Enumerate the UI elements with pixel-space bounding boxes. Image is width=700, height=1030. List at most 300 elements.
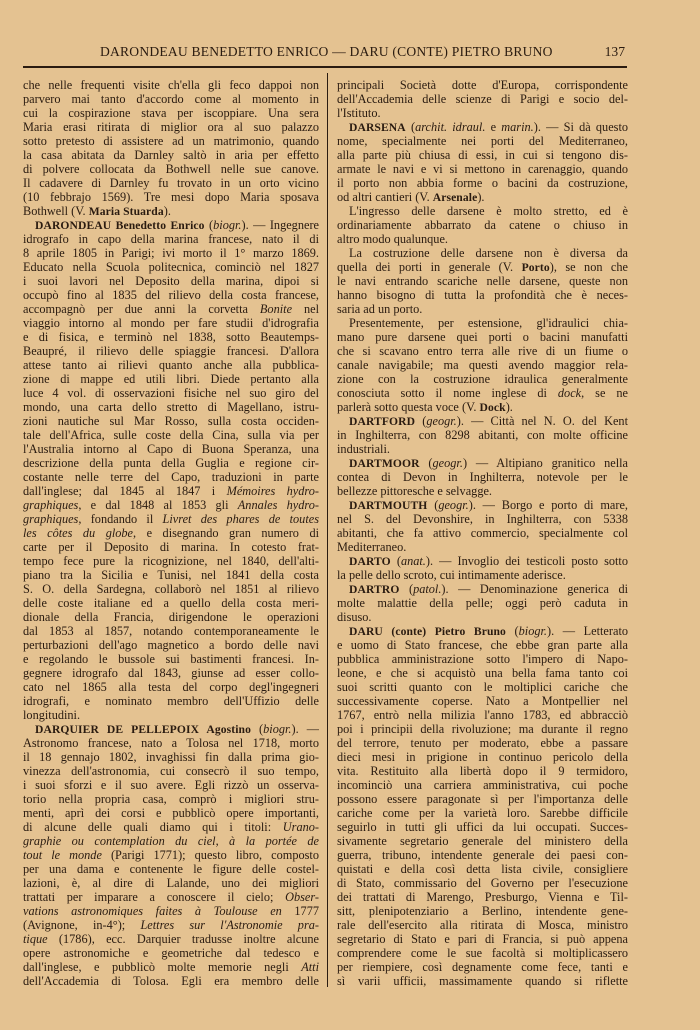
- text-run: i suoi sforzi e il suo avere. Egli rizzò un osserva-: [23, 778, 319, 792]
- text-run: il porto non abbia forme o bacini da costruzione,: [337, 176, 628, 190]
- text-line: [23, 596, 319, 610]
- text-line: [337, 428, 628, 442]
- italic-text: marin.: [501, 120, 534, 134]
- text-line: [337, 414, 628, 428]
- entry-headword: Dock: [479, 401, 506, 414]
- italic-text: geogr.: [438, 498, 469, 512]
- text-run: attese tanto ai rilievi quanto anche alla pubblica-: [23, 358, 319, 372]
- text-run: cato nel 1865 alla testa del corpo degl'ingegneri: [23, 680, 319, 694]
- text-run: rale dell'esercito alla ritirata di Mosca, ministro: [337, 918, 628, 932]
- text-run: ). — Letterato: [547, 624, 628, 638]
- text-run: suoi scritti quanto con le moltiplici cariche che: [337, 680, 628, 694]
- text-run: Educato nella Scuola politecnica, cominciò nel 1827: [23, 260, 319, 274]
- text-line: [23, 78, 319, 92]
- text-line: [23, 190, 319, 204]
- italic-text: graphie ou contemplation du ciel, à la portée de: [23, 834, 319, 848]
- text-run: nel: [292, 302, 319, 316]
- text-run: di Stato, commissario del Governo per l'esecuzione: [337, 876, 628, 890]
- text-run: disuso.: [337, 610, 372, 624]
- text-run: dal 1853 al 1857, notando contemporaneamente le: [23, 624, 319, 638]
- text-line: [23, 470, 319, 484]
- text-line: [23, 484, 319, 498]
- text-run: ). — Invoglio dei testicoli posto sotto: [425, 554, 628, 568]
- text-line: [23, 218, 319, 232]
- text-run: tale dell'Africa, sulle coste della Cina, sulla via per: [23, 428, 319, 442]
- text-line: [337, 750, 628, 764]
- dictionary-entry: [337, 414, 628, 456]
- text-line: [23, 330, 319, 344]
- text-run: per una dama e contenente le figure delle costel-: [23, 862, 319, 876]
- text-line: [337, 834, 628, 848]
- text-run: (: [427, 498, 439, 512]
- text-run: Il cadavere di Darnley fu trovato in un orto vicino: [23, 176, 319, 190]
- text-run: armate le navi e vi si mettono in carenaggio, quando: [337, 162, 628, 176]
- text-line: [23, 246, 319, 260]
- text-line: [337, 162, 628, 176]
- dictionary-entry: [23, 78, 319, 218]
- text-run: per riempiere, così degnamente come fece, tanti e: [337, 960, 628, 974]
- entry-headword: DARTO: [349, 555, 391, 568]
- text-run: hanno bisogno di tutta la profondità che è neces-: [337, 288, 628, 302]
- text-line: [337, 624, 628, 638]
- text-line: [337, 652, 628, 666]
- text-run: cariche come per la varietà loro. Sarebbe difficile: [337, 806, 628, 820]
- text-run: , se ne: [581, 386, 628, 400]
- text-run: ). — Denominazione generica di: [441, 582, 628, 596]
- text-run: (: [204, 218, 214, 232]
- text-run: 1767, entrò nella milizia l'anno 1783, ed abbracciò: [337, 708, 628, 722]
- text-run: poi i principii della rivoluzione; ma durante il regno: [337, 722, 628, 736]
- dictionary-entry: [337, 78, 628, 120]
- italic-text: patol.: [413, 582, 442, 596]
- text-run: (Parigi 1771); questo libro, composto: [101, 848, 319, 862]
- text-run: Beaupré, il rilievo delle spiaggie francesi. D'allora: [23, 344, 319, 358]
- text-run: zione con la costruzione idraulica generalmente: [337, 372, 628, 386]
- text-line: [23, 358, 319, 372]
- text-line: [337, 792, 628, 806]
- text-run: ). — Si dà questo: [533, 120, 628, 134]
- dictionary-entry: [337, 246, 628, 316]
- text-run: canale navigabile; ma questi avendo maggior rela-: [337, 358, 628, 372]
- text-run: e: [485, 120, 502, 134]
- text-line: [23, 512, 319, 526]
- text-line: [23, 764, 319, 778]
- text-line: [23, 652, 319, 666]
- text-line: [23, 442, 319, 456]
- italic-text: Annales hydro-: [237, 498, 319, 512]
- left-column: [23, 78, 319, 988]
- italic-text: archit. idraul.: [415, 120, 486, 134]
- text-line: [23, 736, 319, 750]
- header-rule: [23, 66, 627, 68]
- dictionary-entry: [337, 624, 628, 988]
- text-run: dall'inglese, e pubblicò molte memorie negli: [23, 960, 302, 974]
- text-line: [337, 820, 628, 834]
- italic-text: anat.: [400, 554, 426, 568]
- text-line: [23, 162, 319, 176]
- text-run: ) — Altipiano granitico nella: [462, 456, 628, 470]
- text-line: [23, 876, 319, 890]
- text-line: [23, 372, 319, 386]
- text-line: [337, 932, 628, 946]
- text-line: [23, 540, 319, 554]
- text-run: ).: [477, 190, 485, 204]
- text-run: (: [505, 624, 519, 638]
- entry-headword: Arsenale: [432, 191, 478, 204]
- text-line: [337, 638, 628, 652]
- text-line: [337, 974, 628, 988]
- text-line: [337, 176, 628, 190]
- text-run: e regolando le bussole sui bastimenti francesi. In-: [23, 652, 319, 666]
- text-line: [337, 722, 628, 736]
- italic-text: biogr.: [213, 218, 242, 232]
- text-run: guerra, tribuno, intendente generale dei paesi con-: [337, 848, 628, 862]
- text-run: , fondando il: [78, 512, 163, 526]
- text-line: [23, 918, 319, 932]
- text-line: [23, 316, 319, 330]
- text-line: [23, 568, 319, 582]
- text-line: [23, 260, 319, 274]
- text-line: [23, 582, 319, 596]
- text-run: e di fisica, e terminò nel 1838, sotto Beautemps-: [23, 330, 319, 344]
- text-line: [337, 442, 628, 456]
- text-run: dell'Accademia di Tolosa. Egli era membro delle: [23, 974, 319, 988]
- text-run: dieci mesi in prigione in continuo pericolo della: [337, 750, 628, 764]
- text-run: Presentemente, per estensione, gl'idraulici chia-: [349, 316, 628, 330]
- text-line: [337, 274, 628, 288]
- text-line: [23, 624, 319, 638]
- text-line: [337, 890, 628, 904]
- entry-headword: DARTRO: [349, 583, 400, 596]
- text-line: [23, 232, 319, 246]
- italic-text: vations astronomiques faites à Toulouse en: [23, 904, 282, 918]
- text-line: [23, 176, 319, 190]
- text-run: descrizione della punta della Guglia e regione cir-: [23, 456, 319, 470]
- text-run: bellezze pittoresche e selvagge.: [337, 484, 492, 498]
- text-run: Astronomo francese, nato a Tolosa nel 1718, morto: [23, 736, 319, 750]
- text-run: (: [415, 414, 427, 428]
- text-run: mano pure darsene quei porti o bacini manufatti: [337, 330, 628, 344]
- text-line: [23, 946, 319, 960]
- text-run: (1786), ecc. Darquier tradusse inoltre alcune: [47, 932, 319, 946]
- text-line: [23, 792, 319, 806]
- text-line: [337, 386, 628, 400]
- text-line: [337, 92, 628, 106]
- text-run: ), se non che: [549, 260, 628, 274]
- column-divider: [327, 73, 328, 987]
- text-run: quistati e della così detta lista civile, consigliere: [337, 862, 628, 876]
- text-run: cui la cospirazione stava per iscoppiare. Una sera: [23, 106, 319, 120]
- dictionary-entry: [23, 218, 319, 722]
- text-line: [337, 106, 628, 120]
- dictionary-entry: [337, 120, 628, 204]
- text-run: carte per il Deposito di marina. In cotesto frat-: [23, 540, 319, 554]
- text-run: trattati per imparare a conoscere il cielo;: [23, 890, 286, 904]
- text-run: piano tra la Sicilia e Tunisi, nel 1841 della costa: [23, 568, 319, 582]
- text-line: [337, 568, 628, 582]
- text-line: [337, 526, 628, 540]
- text-line: [337, 330, 628, 344]
- text-run: segretario di Stato e pari di Francia, si può appena: [337, 932, 628, 946]
- text-line: [23, 428, 319, 442]
- text-run: conosciuta sotto il nome inglese di: [337, 386, 558, 400]
- dictionary-entry: [23, 722, 319, 988]
- text-line: [23, 400, 319, 414]
- text-run: S. O. della Sardegna, collaborò nel 1851 al rilievo: [23, 582, 319, 596]
- entry-headword: DARTFORD: [349, 415, 416, 428]
- text-run: nel S. del Devonshire, in Inghilterra, con 5338: [337, 512, 628, 526]
- text-run: (: [399, 582, 414, 596]
- italic-text: graphiques: [23, 512, 79, 526]
- text-run: la casa abitata da Darnley saltò in aria per effetto: [23, 148, 319, 162]
- text-run: Maria erasi ritirata di miglior ora al suo palazzo: [23, 120, 319, 134]
- text-run: (: [405, 120, 416, 134]
- text-line: [23, 778, 319, 792]
- italic-text: Atti: [301, 960, 319, 974]
- text-line: [23, 120, 319, 134]
- italic-text: graphiques: [23, 498, 79, 512]
- text-run: od altri cantieri (V.: [337, 190, 433, 204]
- text-run: contea di Devon in Inghilterra, notevole per le: [337, 470, 628, 484]
- text-run: , e disegnando gran numero di: [133, 526, 319, 540]
- text-run: possono essere paragonate sì per l'importanza delle: [337, 792, 628, 806]
- text-run: vinezza dell'astronomia, cui consecrò il suo tempo,: [23, 764, 319, 778]
- text-run: Mediterraneo.: [337, 540, 407, 554]
- text-run: le navi entrando scariche nelle darsene, queste non: [337, 274, 628, 288]
- text-line: [337, 470, 628, 484]
- entry-headword: DARONDEAU Benedetto Enrico: [35, 219, 205, 232]
- dictionary-entry: [337, 498, 628, 554]
- text-line: [23, 414, 319, 428]
- text-line: [23, 456, 319, 470]
- text-run: 8 aprile 1805 in Parigi; ivi morto il 1° marzo 1869.: [23, 246, 319, 260]
- entry-headword: DARSENA: [349, 121, 406, 134]
- text-run: gegnere idrografo dal 1843, giunse ad esser collo-: [23, 666, 319, 680]
- text-run: parvero mai tanto d'accordo come al momento in: [23, 92, 319, 106]
- right-column: [337, 78, 628, 988]
- text-run: (: [390, 554, 401, 568]
- text-run: sotto pretesto di assistere ad un matrimonio, quando: [23, 134, 319, 148]
- italic-text: Urano-: [282, 820, 319, 834]
- text-line: [23, 960, 319, 974]
- text-run: occupò fino al 1835 del rilievo della costa francese,: [23, 288, 319, 302]
- text-run: La costruzione delle darsene non è diversa da: [349, 246, 628, 260]
- italic-text: Livret des phares de toutes: [162, 512, 319, 526]
- text-run: successivamente coperse. Nato a Montpellier nel: [337, 694, 628, 708]
- text-line: [23, 834, 319, 848]
- text-run: parlerà sotto questa voce (V.: [337, 400, 480, 414]
- text-line: [337, 666, 628, 680]
- text-line: [23, 92, 319, 106]
- text-run: industriali.: [337, 442, 390, 456]
- text-line: [23, 610, 319, 624]
- text-run: L'ingresso delle darsene è molto stretto, ed è: [349, 204, 628, 218]
- text-run: del terrore, tenuto per moderato, ebbe a passare: [337, 736, 628, 750]
- header-title: DARONDEAU BENEDETTO ENRICO — DARU (CONTE) PIETRO BRUNO: [100, 44, 553, 59]
- text-line: [337, 260, 628, 274]
- text-run: i suoi lavori nel Deposito della marina, dipoi si: [23, 274, 319, 288]
- text-line: [23, 974, 319, 988]
- italic-text: Bonite: [259, 302, 293, 316]
- text-run: 1777: [281, 904, 319, 918]
- text-line: [23, 204, 319, 218]
- text-run: ). — Ingegnere: [241, 218, 319, 232]
- text-line: [23, 134, 319, 148]
- text-run: pubblica amministrazione sotto l'impero di Napo-: [337, 652, 628, 666]
- text-line: [23, 904, 319, 918]
- text-line: [337, 218, 628, 232]
- text-line: [23, 666, 319, 680]
- text-run: di polvere collocata da Bothwell nelle sue canove.: [23, 162, 319, 176]
- italic-text: Lettres sur l'Astronomie pra-: [140, 918, 319, 932]
- text-line: [337, 456, 628, 470]
- text-run: zione di mappe ed utili libri. Diede pertanto alla: [23, 372, 319, 386]
- text-line: [337, 918, 628, 932]
- text-line: [337, 904, 628, 918]
- text-line: [23, 386, 319, 400]
- entry-headword: DARU (conte) Pietro Bruno: [349, 625, 506, 638]
- text-run: alla parte più chiusa di essi, in cui si tengono dis-: [337, 148, 628, 162]
- text-run: dell'Accademia delle scienze di Parigi e socio del-: [337, 92, 628, 106]
- text-line: [23, 932, 319, 946]
- text-line: [337, 806, 628, 820]
- text-run: accompagnò per due anni la corvetta: [23, 302, 260, 316]
- text-run: l'Australia intorno al Capo di Buona Speranza, una: [23, 442, 319, 456]
- text-run: l'Istituto.: [337, 106, 381, 120]
- text-line: [337, 400, 628, 414]
- entry-headword: DARTMOOR: [349, 457, 420, 470]
- text-line: [23, 274, 319, 288]
- text-run: quella dei porti in generale (V.: [337, 260, 522, 274]
- text-line: [23, 750, 319, 764]
- text-run: e uomo di Stato francese, che ebbe gran parte alla: [337, 638, 628, 652]
- text-run: seguirlo in tutti gli uffici da lui occupati. Succes-: [337, 820, 628, 834]
- text-line: [337, 372, 628, 386]
- text-run: in Inghilterra, con 8298 abitanti, con molte officine: [337, 428, 628, 442]
- text-line: [337, 848, 628, 862]
- text-run: sitt, plenipotenziario a Berlino, intendente gene-: [337, 904, 628, 918]
- text-line: [337, 134, 628, 148]
- text-line: [337, 694, 628, 708]
- text-run: la pelle dello scroto, cui intimamente aderisce.: [337, 568, 566, 582]
- text-line: [23, 722, 319, 736]
- text-line: [23, 890, 319, 904]
- text-line: [23, 288, 319, 302]
- text-run: delle coste italiane ed a quello della costa meri-: [23, 596, 319, 610]
- text-line: [337, 246, 628, 260]
- text-run: vita. Restituito alla libertà dopo il 9 termidoro,: [337, 764, 628, 778]
- italic-text: Mémoires hydro-: [226, 484, 319, 498]
- text-run: (10 febbrajo 1569). Tre mesi dopo Maria sposava: [23, 190, 319, 204]
- text-run: saria ad un porto.: [337, 302, 423, 316]
- text-line: [23, 862, 319, 876]
- page-number: 137: [604, 44, 625, 59]
- text-run: idrografo in capo della marina francese, nato il di: [23, 232, 319, 246]
- entry-headword: Porto: [521, 261, 550, 274]
- text-line: [23, 302, 319, 316]
- text-run: torio nella propria casa, comprò i migliori stru-: [23, 792, 319, 806]
- text-run: di alcune delle quali diamo qui i titoli:: [23, 820, 283, 834]
- dictionary-entry: [337, 204, 628, 246]
- text-run: (Avignone, in-4°);: [23, 918, 141, 932]
- entry-headword: DARTMOUTH: [349, 499, 428, 512]
- text-line: [337, 540, 628, 554]
- text-line: [337, 358, 628, 372]
- text-run: abitanti, che fa attivo commercio, specialmente col: [337, 526, 628, 540]
- text-run: zioni nautiche sul Mar Rosso, sulla costa occiden-: [23, 414, 319, 428]
- text-run: dall'inglese; dal 1845 al 1847 i: [23, 484, 227, 498]
- text-line: [23, 498, 319, 512]
- text-run: incominciò una carriera amministrativa, cui poche: [337, 778, 628, 792]
- text-run: lazioni, è, al dire di Lalande, uno dei migliori: [23, 876, 319, 890]
- text-line: [337, 302, 628, 316]
- text-line: [337, 736, 628, 750]
- text-line: [337, 680, 628, 694]
- text-line: [337, 120, 628, 134]
- text-run: costante nelle terre del Capo, traduzioni in parte: [23, 470, 319, 484]
- text-run: ). — Borgo e porto di mare,: [468, 498, 628, 512]
- text-run: ). — Città nel N. O. del Kent: [456, 414, 628, 428]
- entry-headword: Maria Stuarda: [88, 205, 164, 218]
- italic-text: geogr.: [426, 414, 457, 428]
- text-line: [337, 764, 628, 778]
- text-run: idrografi, e nominato membro dell'Uffizio delle: [23, 694, 319, 708]
- text-line: [337, 78, 628, 92]
- text-run: che si scavano entro terra alle rive di un fiume o: [337, 344, 628, 358]
- text-line: [337, 862, 628, 876]
- text-line: [23, 806, 319, 820]
- text-run: comprendere come le sue facoltà si moltiplicassero: [337, 946, 628, 960]
- text-line: [337, 232, 628, 246]
- text-run: nome, specialmente nei porti del Mediterraneo,: [337, 134, 628, 148]
- text-line: [337, 190, 628, 204]
- text-run: altro modo qualunque.: [337, 232, 448, 246]
- text-line: [337, 554, 628, 568]
- italic-text: dock: [557, 386, 582, 400]
- text-line: [23, 638, 319, 652]
- italic-text: les côtes du globe: [23, 526, 134, 540]
- text-line: [337, 708, 628, 722]
- text-run: ).: [163, 204, 171, 218]
- text-line: [337, 778, 628, 792]
- text-run: ). —: [291, 722, 319, 736]
- text-run: molte malattie della pelle; oggi però caduta in: [337, 596, 628, 610]
- text-run: Bothwell (V.: [23, 204, 89, 218]
- text-line: [23, 106, 319, 120]
- text-run: tempo fece pure la ricognizione, nel 1840, dell'alti-: [23, 554, 319, 568]
- text-line: [23, 680, 319, 694]
- text-run: ordinariamente abbarrato da catene o chiuso in: [337, 218, 628, 232]
- text-run: il 18 gennajo 1802, invaghissi fin dalla prima gio-: [23, 750, 319, 764]
- italic-text: Obser-: [285, 890, 319, 904]
- text-run: ).: [505, 400, 513, 414]
- dictionary-entry: [337, 554, 628, 582]
- text-run: sì varii ufficii, massimamente quando si riflette: [337, 974, 628, 988]
- italic-text: biogr.: [518, 624, 547, 638]
- text-run: dei trattati di Marengo, Presburgo, Vienna e Til-: [337, 890, 628, 904]
- text-line: [337, 610, 628, 624]
- text-run: menti, aprì dei corsi e pubblicò opere importanti,: [23, 806, 319, 820]
- text-run: (: [419, 456, 433, 470]
- text-line: [337, 498, 628, 512]
- text-run: luce 4 vol. di osservazioni fisiche nel suo giro del: [23, 386, 319, 400]
- entry-headword: DARQUIER DE PELLEPOIX Agostino: [35, 723, 251, 736]
- text-run: longitudini.: [23, 708, 81, 722]
- text-line: [23, 848, 319, 862]
- text-line: [23, 148, 319, 162]
- text-line: [23, 554, 319, 568]
- text-run: (: [251, 722, 264, 736]
